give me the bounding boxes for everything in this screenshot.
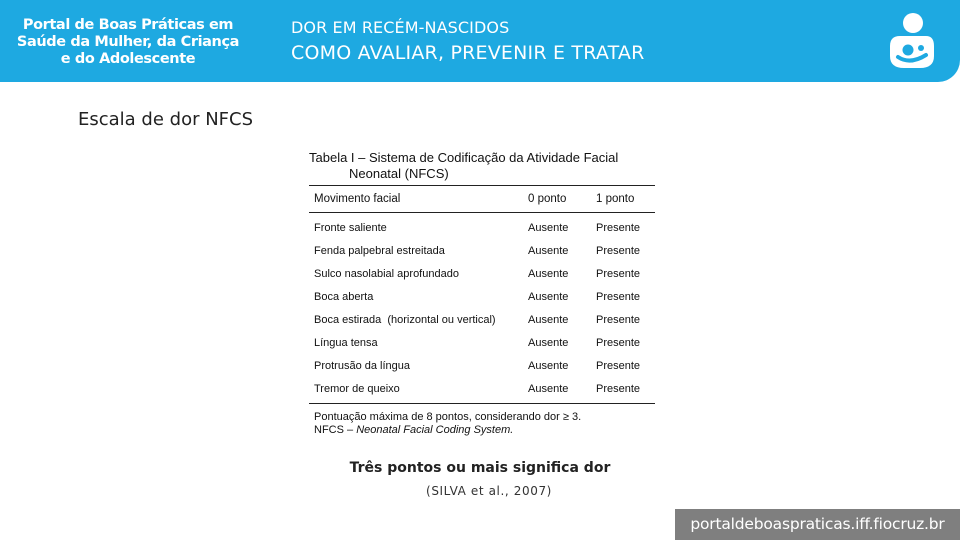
cell-one-point: Presente: [596, 337, 641, 349]
cell-one-point: Presente: [596, 291, 641, 303]
cell-one-point: Presente: [596, 268, 641, 280]
table-row: [309, 217, 655, 240]
cell-one-point: Presente: [596, 360, 641, 372]
brand-line-3: e do Adolescente: [60, 51, 196, 67]
cell-one-point: Presente: [596, 245, 641, 257]
brand-line-2: Saúde da Mulher, da Criança: [16, 34, 240, 50]
cell-zero-point: Ausente: [528, 291, 569, 303]
pain-threshold-note: Três pontos ou mais significa dor: [349, 460, 611, 476]
table-row: [309, 378, 655, 401]
cell-movement: Fenda palpebral estreitada: [314, 245, 445, 257]
cell-movement: Língua tensa: [314, 337, 378, 349]
cell-zero-point: Ausente: [528, 222, 569, 234]
cell-zero-point: Ausente: [528, 337, 569, 349]
cell-one-point: Presente: [596, 383, 641, 395]
header-subtitle: COMO AVALIAR, PREVENIR E TRATAR: [291, 42, 645, 64]
cell-zero-point: Ausente: [528, 383, 569, 395]
cell-movement: Sulco nasolabial aprofundado: [314, 268, 459, 280]
section-title: Escala de dor NFCS: [78, 109, 254, 130]
table-row: [309, 240, 655, 263]
cell-zero-point: Ausente: [528, 245, 569, 257]
table-row: [309, 355, 655, 378]
column-header-movement: Movimento facial: [314, 193, 401, 205]
cell-movement: Boca aberta: [314, 291, 374, 303]
mother-child-icon[interactable]: [884, 12, 938, 70]
brand-line-1: Portal de Boas Práticas em: [22, 17, 234, 33]
footnote-abbreviation: [314, 424, 655, 437]
cell-one-point: Presente: [596, 314, 641, 326]
column-header-one-point: 1 ponto: [596, 193, 635, 205]
cell-movement: Tremor de queixo: [314, 383, 400, 395]
cell-zero-point: Ausente: [528, 360, 569, 372]
table-row: [309, 309, 655, 332]
cell-one-point: Presente: [596, 222, 641, 234]
column-header-zero-point: 0 ponto: [528, 193, 567, 205]
nfcs-table: [309, 150, 655, 437]
table-row: [309, 263, 655, 286]
cell-zero-point: Ausente: [528, 314, 569, 326]
table-footnote: [309, 404, 655, 437]
table-header-row: [309, 186, 655, 212]
table-caption-line1: Tabela I – Sistema de Codificação da Atividade Facial: [309, 150, 619, 165]
table-row: [309, 332, 655, 355]
table-body: [309, 213, 655, 403]
cell-movement: Protrusão da língua: [314, 360, 411, 372]
citation: (SILVA et al., 2007): [426, 484, 552, 498]
table-caption: [309, 150, 655, 182]
table-caption-line2: Neonatal (NFCS): [349, 166, 449, 181]
footnote-score: Pontuação máxima de 8 pontos, considerando dor ≥ 3.: [314, 411, 582, 423]
header-bar: [0, 0, 960, 82]
footnote-prefix: NFCS –: [314, 424, 357, 436]
header-title: DOR EM RECÉM-NASCIDOS: [291, 18, 510, 37]
footer-url-link[interactable]: portaldeboaspraticas.iff.fiocruz.br: [675, 509, 960, 540]
cell-movement: Boca estirada (horizontal ou vertical): [314, 314, 496, 326]
cell-movement: Fronte saliente: [314, 222, 387, 234]
cell-zero-point: Ausente: [528, 268, 569, 280]
portal-brand[interactable]: [12, 17, 244, 68]
footnote-expansion: Neonatal Facial Coding System.: [356, 424, 514, 436]
table-row: [309, 286, 655, 309]
